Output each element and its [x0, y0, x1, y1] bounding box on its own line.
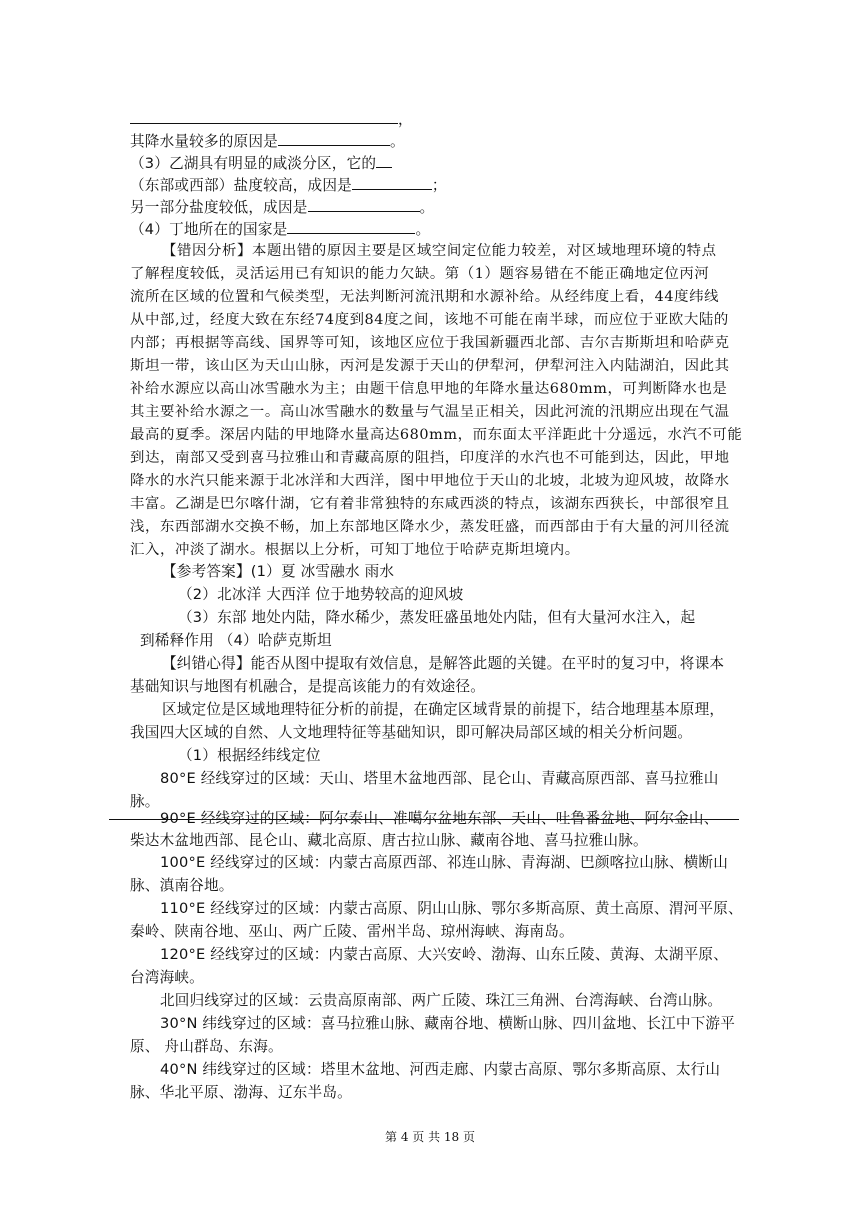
answer-blank: [130, 108, 398, 124]
answer-line: （2）北冰洋 大西洋 位于地势较高的迎风坡: [178, 586, 464, 603]
page-divider: [109, 819, 739, 820]
analysis-line: [162, 240, 762, 262]
analysis-line: 浅，东西部湖水交换不畅，加上东部地区降水少，蒸发旺盛，而西部由于有大量的河川径流: [130, 519, 730, 535]
question-3c-line: [130, 196, 730, 219]
analysis-heading: 【错因分析】: [162, 243, 252, 259]
longitude-120-line: 120°E 经线穿过的区域：内蒙古高原、大兴安岭、渤海、山东丘陵、黄海、太湖平原、: [160, 946, 728, 963]
correction-line: （1）根据经纬线定位: [178, 747, 321, 764]
analysis-line: 降水的水汽只能来源于北冰洋和大西洋，图中甲地位于天山的北坡，北坡为迎风坡，故降水: [130, 473, 730, 489]
answer-blank: [287, 218, 415, 234]
correction-line: [162, 653, 762, 675]
question-text: 另一部分盐度较低，成因是: [130, 199, 308, 216]
answer-line: 到稀释作用 （4）哈萨克斯坦: [140, 632, 332, 649]
question-4-line: [130, 218, 730, 241]
page-footer: 第 4 页 共 18 页: [385, 1130, 475, 1144]
latitude-40-line: 40°N 纬线穿过的区域：塔里木盆地、河西走廊、内蒙古高原、鄂尔多斯高原、太行山: [160, 1061, 721, 1078]
latitude-30-line: 原、 舟山群岛、东海。: [130, 1038, 283, 1055]
longitude-80-line: 脉。: [130, 793, 160, 810]
tropic-line: 北回归线穿过的区域：云贵高原南部、两广丘陵、珠江三角洲、台湾海峡、台湾山脉。: [160, 992, 723, 1009]
question-2a-line: [130, 108, 730, 131]
answer-heading: 【参考答案】: [162, 563, 251, 580]
question-text: （东部或西部）盐度较高，成因是: [130, 177, 352, 194]
question-2b-line: [130, 130, 730, 153]
analysis-line: 内部；再根据等高线、国界等可知，该地区应位于我国新疆西北部、吉尔吉斯斯坦和哈萨克: [130, 335, 730, 351]
analysis-line: 了解程度较低，灵活运用已有知识的能力欠缺。第（1）题容易错在不能正确地定位丙河: [130, 266, 710, 282]
answer-blank: [278, 130, 390, 146]
longitude-110-line: 秦岭、陕南谷地、巫山、两广丘陵、雷州半岛、琼州海峡、海南岛。: [130, 923, 574, 940]
answer-text: (1）夏 冰雪融水 雨水: [250, 563, 395, 580]
correction-line: 区域定位是区域地理特征分析的前提，在确定区域背景的前提下，结合地理基本原理，: [162, 701, 725, 718]
answer-line: （3）东部 地处内陆，降水稀少，蒸发旺盛虽地处内陆，但有大量河水注入，起: [178, 609, 696, 626]
analysis-text: 本题出错的原因主要是区域空间定位能力较差，对区域地理环境的特点: [251, 243, 717, 259]
longitude-90-line: 90°E 经线穿过的区域：阿尔泰山、准噶尔盆地东部、天山、吐鲁番盆地、阿尔金山、: [160, 810, 719, 827]
question-text: （3）乙湖具有明显的咸淡分区，它的: [130, 155, 377, 172]
correction-text: 能否从图中提取有效信息，是解答此题的关键。在平时的复习中，将课本: [250, 655, 725, 672]
longitude-80-line: 80°E 经线穿过的区域：天山、塔里木盆地西部、昆仑山、青藏高原西部、喜马拉雅山: [160, 770, 719, 787]
question-text: ，: [398, 111, 413, 128]
analysis-line: 丰富。乙湖是巴尔喀什湖，它有着非常独特的东咸西淡的特点，该湖东西狭长，中部很窄且: [130, 496, 730, 512]
correction-line: 我国四大区域的自然、人文地理特征等基础知识，即可解决局部区域的相关分析问题。: [130, 724, 693, 741]
longitude-100-line: 100°E 经线穿过的区域：内蒙古高原西部、祁连山脉、青海湖、巴颜喀拉山脉、横断山: [160, 854, 728, 871]
longitude-100-line: 脉、滇南谷地。: [130, 877, 234, 894]
question-text: ；: [431, 177, 447, 194]
question-3b-line: [130, 174, 730, 197]
question-text: 。: [415, 221, 431, 238]
question-text: 。: [389, 133, 405, 150]
longitude-120-line: 台湾海峡。: [130, 969, 204, 986]
answer-blank: [352, 174, 432, 190]
analysis-line: 其主要补给水源之一。高山冰雪融水的数量与气温呈正相关，因此河流的汛期应出现在气温: [130, 404, 730, 420]
analysis-line: 到达，南部又受到喜马拉雅山和青藏高原的阻挡，印度洋的水汽也不可能到达，因此，甲地: [130, 450, 730, 466]
longitude-110-line: 110°E 经线穿过的区域：内蒙古高原、阴山山脉、鄂尔多斯高原、黄土高原、渭河平原、: [160, 900, 743, 917]
analysis-line: 斯坦一带，该山区为天山山脉，丙河是发源于天山的伊犁河，伊犁河注入内陆湖泊，因此其: [130, 358, 730, 374]
correction-heading: 【纠错心得】: [162, 655, 251, 672]
analysis-line: 从中部,过，经度大致在东经74度到84度之间，该地不可能在南半球，而应位于亚欧大陆的: [130, 312, 729, 328]
question-text: 。: [419, 199, 435, 216]
analysis-line: 最高的夏季。深居内陆的甲地降水量高达680mm，而东面太平洋距此十分遥远，水汽不可能: [130, 427, 743, 443]
question-text: （4）丁地所在的国家是: [130, 221, 288, 238]
answer-blank: [376, 152, 392, 168]
analysis-line: 汇入，冲淡了湖水。根据以上分析，可知丁地位于哈萨克斯坦境内。: [130, 542, 580, 558]
analysis-line: 流所在区域的位置和气候类型，无法判断河流汛期和水源补给。从经纬度上看，44度纬线: [130, 289, 720, 305]
latitude-30-line: 30°N 纬线穿过的区域：喜马拉雅山脉、藏南谷地、横断山脉、四川盆地、长江中下游平: [160, 1015, 736, 1032]
question-3a-line: [130, 152, 730, 175]
answer-blank: [308, 196, 420, 212]
question-text: 其降水量较多的原因是: [130, 133, 278, 150]
longitude-90-line: 柴达木盆地西部、昆仑山、藏北高原、唐古拉山脉、藏南谷地、喜马拉雅山脉。: [130, 832, 648, 849]
answer-line: [162, 561, 762, 583]
analysis-line: 补给水源应以高山冰雪融水为主；由题干信息甲地的年降水量达680mm，可判断降水也是: [130, 381, 728, 397]
latitude-40-line: 脉、华北平原、渤海、辽东半岛。: [130, 1084, 352, 1101]
correction-line: 基础知识与地图有机融合，是提高该能力的有效途径。: [130, 678, 486, 695]
